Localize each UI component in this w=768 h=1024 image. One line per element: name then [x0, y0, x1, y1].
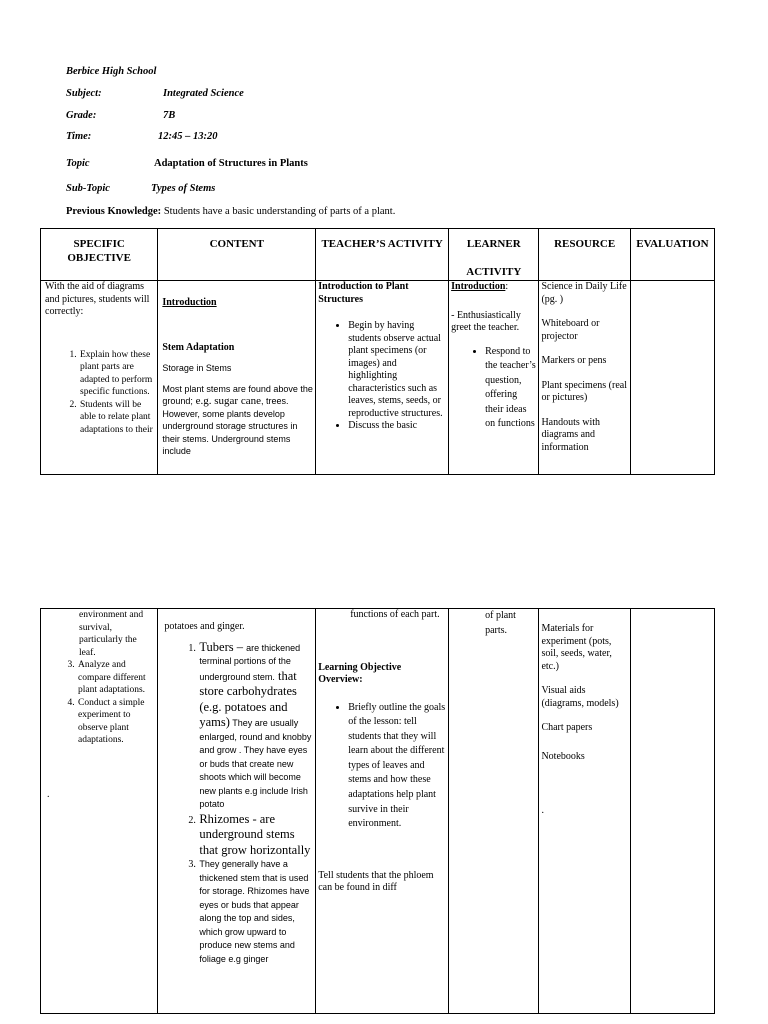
- teacher-heading: Introduction to Plant Structures: [318, 281, 409, 305]
- learner-heading-colon: :: [505, 281, 509, 292]
- objective-cell: [41, 281, 158, 475]
- subject-label: Subject:: [66, 88, 102, 99]
- time-label: Time:: [66, 131, 92, 142]
- teacher-continued: functions of each part.: [350, 609, 440, 620]
- objective-cell: [41, 609, 158, 1014]
- column-header-objective: SPECIFIC OBJECTIVE: [41, 229, 158, 281]
- content-paragraph: [162, 383, 313, 458]
- stem-type-term: Rhizomes - are underground stems that grow horizontally: [199, 811, 311, 857]
- content-paragraph-b: , trees. However, some plants develop underground storage structures in their stems. Underground stems include: [162, 396, 298, 456]
- content-storage: Storage in Stems: [162, 363, 232, 373]
- content-paragraph-eg: e.g. sugar cane: [192, 395, 261, 407]
- learner-bullets: [451, 345, 536, 432]
- objective-continued: environment and survival, particularly the leaf.: [79, 610, 144, 658]
- stem-type-item: [198, 812, 313, 859]
- subject-value: Integrated Science: [163, 88, 244, 99]
- objective-list: [43, 659, 155, 747]
- previous-knowledge: [66, 206, 395, 217]
- evaluation-cell: [630, 281, 714, 475]
- teacher-cell: [316, 609, 449, 1014]
- resource-item: Visual aids (diagrams, models): [541, 685, 619, 709]
- stem-type-desc: are thickened terminal portions of the underground stem.: [199, 642, 301, 682]
- teacher-tell: Tell students that the phloem can be found in diff: [318, 869, 434, 894]
- resource-item: Science in Daily Life (pg. ): [541, 281, 627, 305]
- learner-heading-text: Introduction: [451, 281, 506, 292]
- header-row: [41, 229, 715, 281]
- resource-item: Materials for experiment (pots, soil, seeds, water, etc.): [541, 623, 612, 672]
- teacher-bullets: [318, 701, 446, 832]
- stem-type-desc: They generally have a thickened stem that is used for storage. Rhizomes have eyes or buds that appear along the top and sides, which grow upward to produce new stems and foliage e.g ginger: [199, 859, 310, 964]
- objective-item: 1. Explain how these plant parts are adapted to perform specific functions.: [79, 349, 155, 399]
- content-cell: [158, 609, 316, 1014]
- teacher-bullet: • Briefly outline the goals of the lesson: tell students that they will learn about the different types of leaves and stems and how these adaptations help plant survive in their environment.: [348, 701, 446, 832]
- resource-cell: [539, 609, 630, 1014]
- stem-type-desc-cont: They are usually enlarged, round and knobby and grow . They have eyes or buds that create new shoots which will become new plants e.g include Irish potato: [199, 718, 312, 809]
- learner-greet: - Enthusiastically greet the teacher.: [451, 309, 521, 333]
- column-header-evaluation: EVALUATION: [630, 229, 714, 281]
- objective-stray-dot: .: [47, 788, 50, 800]
- teacher-bullet: • Discuss the basic: [348, 420, 446, 433]
- column-header-resource: RESOURCE: [539, 229, 630, 281]
- content-paragraph-a: Most plant stems are found above the ground;: [162, 383, 313, 406]
- stem-type-item: [198, 858, 313, 966]
- evaluation-cell: [630, 609, 714, 1014]
- body-row: [41, 609, 715, 1014]
- column-header-content: CONTENT: [158, 229, 316, 281]
- previous-knowledge-text: Students have a basic understanding of parts of a plant.: [161, 206, 396, 217]
- resource-item: Chart papers: [541, 722, 593, 733]
- learner-bullet: • Respond to the teacher’s question, offering their ideas on functions: [485, 345, 536, 432]
- column-header-learner-line2: ACTIVITY: [466, 266, 522, 278]
- content-continued: potatoes and ginger.: [164, 621, 245, 632]
- stem-types-list: [160, 640, 313, 967]
- column-header-teacher: TEACHER’S ACTIVITY: [316, 229, 449, 281]
- resource-item: Whiteboard or projector: [541, 318, 600, 342]
- resource-stray-dot: .: [541, 805, 544, 816]
- objective-item: 2. Students will be able to relate plant adaptations to their: [79, 399, 155, 437]
- learner-heading: [451, 281, 536, 294]
- stem-type-term-cont: that store carbohydrates (e.g. potatoes and yams): [199, 668, 297, 729]
- resource-item: Handouts with diagrams and information: [541, 416, 601, 453]
- stem-type-term: Tubers –: [199, 639, 247, 654]
- objective-intro: With the aid of diagrams and pictures, students will correctly:: [45, 281, 150, 317]
- grade-label: Grade:: [66, 110, 97, 121]
- subtopic-label: Sub-Topic: [66, 183, 110, 194]
- body-row: [41, 281, 715, 475]
- content-cell: [158, 281, 316, 475]
- column-header-learner: [449, 229, 539, 281]
- objective-item: 4. Conduct a simple experiment to observe plant adaptations.: [77, 697, 155, 747]
- resource-item: Notebooks: [541, 750, 585, 762]
- content-subheading: Stem Adaptation: [162, 341, 235, 353]
- lesson-plan-table-page2: [40, 608, 715, 1014]
- topic-value: Adaptation of Structures in Plants: [154, 158, 308, 169]
- objective-list: [45, 349, 155, 437]
- time-value: 12:45 – 13:20: [158, 131, 218, 142]
- teacher-heading: Learning Objective Overview:: [318, 661, 402, 685]
- stem-type-item: [198, 640, 313, 812]
- grade-value: 7B: [163, 110, 176, 121]
- lesson-plan-table-page1: [40, 228, 715, 475]
- resource-item: Markers or pens: [541, 355, 607, 366]
- teacher-cell: [316, 281, 449, 475]
- content-heading: Introduction: [162, 297, 217, 308]
- learner-cell: [449, 281, 539, 475]
- topic-label: Topic: [66, 158, 90, 169]
- teacher-bullets: [318, 320, 446, 433]
- teacher-bullet: • Begin by having students observe actual plant specimens (or images) and highlighting characteristics such as leaves, stems, seeds, or reproductive structures.: [348, 320, 446, 420]
- previous-knowledge-label: Previous Knowledge:: [66, 206, 162, 217]
- column-header-learner-line1: LEARNER: [466, 238, 521, 250]
- resource-cell: [539, 281, 630, 475]
- resource-item: Plant specimens (real or pictures): [541, 379, 627, 403]
- objective-item: 3. Analyze and compare different plant adaptations.: [77, 659, 155, 697]
- learner-cell: [449, 609, 539, 1014]
- learner-continued: of plant parts.: [485, 610, 516, 636]
- subtopic-value: Types of Stems: [151, 183, 216, 194]
